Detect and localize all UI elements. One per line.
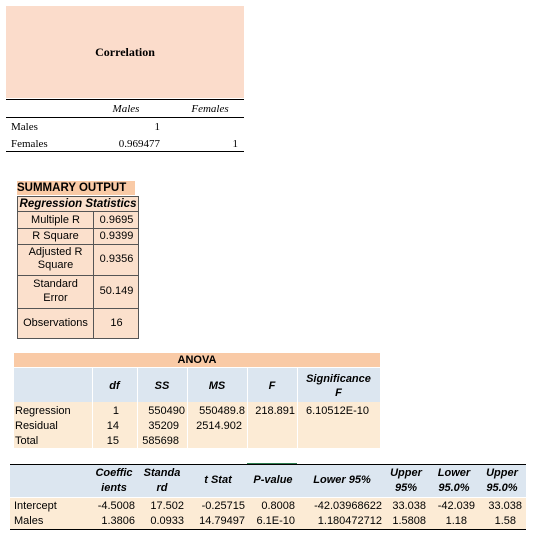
coef-row-males-label: Males: [14, 515, 44, 527]
anova-row-total-ss: 585698: [142, 435, 179, 447]
sum-rule-4: [18, 275, 138, 276]
coef-header-stderr-1: Standa: [143, 467, 181, 479]
corr-row-males-val1: 1: [154, 121, 160, 133]
coef-row-intercept-lower2: -42.039: [437, 500, 475, 512]
coef-header-upper95-1: Upper: [390, 467, 422, 479]
anova-row-total-label: Total: [15, 435, 39, 447]
sum-rule-2: [18, 228, 138, 229]
corr-row-females-val1: 0.969477: [118, 138, 160, 150]
standard-error-value: 50.149: [99, 285, 134, 297]
coef-row-intercept-upper2: 33.038: [488, 500, 522, 512]
coef-row-intercept-upper: 33.038: [392, 500, 426, 512]
anova-row-regression-ss: 550490: [148, 405, 185, 417]
r-square-label: R Square: [32, 230, 79, 242]
correlation-bottom-rule: [6, 151, 244, 152]
r-square-value: 0.9399: [99, 230, 134, 242]
corr-col-females: Females: [191, 103, 229, 115]
coef-row-males-upper: 1.5808: [392, 515, 426, 527]
coef-header-pvalue: P-value: [253, 474, 293, 486]
adjusted-r-value: 0.9356: [99, 253, 134, 265]
coef-header-upper95-2: 95%: [394, 482, 418, 494]
regression-statistics-table: [17, 196, 139, 339]
anova-row-regression-sig: 6.10512E-10: [306, 405, 369, 417]
anova-row-regression-df: 1: [112, 405, 119, 417]
sum-rule-3: [18, 244, 138, 245]
coef-row-intercept-lower: -42.03968622: [314, 500, 382, 512]
anova-header-f: F: [268, 380, 276, 392]
anova-row-residual-ss: 35209: [148, 420, 179, 432]
adjusted-r-label-line2: Square: [37, 259, 74, 271]
coef-header-lower950-2: 95.0%: [438, 482, 470, 494]
coef-row-intercept-label: Intercept: [14, 500, 57, 512]
coef-row-intercept-se: 17.502: [150, 500, 184, 512]
coef-header-tstat: t Stat: [204, 474, 232, 486]
coef-header-coefficients-1: Coeffic: [95, 467, 133, 479]
anova-header-significance: Significance: [306, 373, 371, 385]
correlation-title: Correlation: [95, 45, 155, 59]
standard-error-label-line1: Standard: [33, 278, 78, 290]
coef-row-males-coef: 1.3806: [101, 515, 135, 527]
corr-row-females-val2: 1: [232, 138, 238, 150]
corr-row-males-label: Males: [11, 121, 38, 133]
coef-header-upper950-2: 95.0%: [486, 482, 518, 494]
coef-header-upper950-1: Upper: [486, 467, 518, 479]
anova-row-regression-ms: 550489.8: [199, 405, 245, 417]
anova-header-df: df: [109, 380, 120, 392]
coef-top-rule: [10, 464, 526, 465]
summary-title: SUMMARY OUTPUT: [17, 181, 135, 195]
sum-rule-1: [18, 211, 138, 212]
anova-title: ANOVA: [14, 353, 380, 367]
coef-row-intercept-p: 0.8008: [261, 500, 295, 512]
corr-col-males: Males: [112, 103, 140, 115]
coef-row-intercept-t: -0.25715: [201, 500, 245, 512]
coef-bottom-rule: [10, 529, 526, 530]
anova-header-significance-f: F: [335, 387, 342, 399]
coef-row-males-lower: 1.180472712: [317, 515, 382, 527]
anova-row-residual-df: 14: [106, 420, 119, 432]
sum-rule-5: [18, 308, 138, 309]
anova-row-residual-label: Residual: [15, 420, 58, 432]
corr-row-females-label: Females: [11, 138, 48, 150]
coef-header-stderr-2: rd: [156, 482, 168, 494]
multiple-r-label: Multiple R: [31, 214, 80, 226]
anova-header-ms: MS: [208, 380, 226, 392]
anova-row-total-df: 15: [106, 435, 119, 447]
standard-error-label-line2: Error: [43, 292, 68, 304]
adjusted-r-label-line1: Adjusted R: [28, 246, 83, 258]
anova-header-ss: SS: [154, 380, 170, 392]
coef-header-lower95: Lower 95%: [313, 474, 371, 486]
anova-row-residual-ms: 2514.902: [196, 420, 242, 432]
regression-statistics-header: Regression Statistics: [19, 198, 137, 210]
correlation-header-rule: [6, 117, 244, 118]
anova-row-regression-label: Regression: [15, 405, 71, 417]
coef-row-males-lower2: 1.18: [445, 515, 467, 527]
observations-value: 16: [110, 317, 123, 329]
coef-row-intercept-coef: -4.5008: [97, 500, 135, 512]
coef-row-males-se: 0.0933: [150, 515, 184, 527]
coef-header-lower950-1: Lower: [437, 467, 471, 479]
coef-row-males-p: 6.1E-10: [256, 515, 295, 527]
coef-header-coefficients-2: ients: [101, 482, 127, 494]
observations-label: Observations: [23, 317, 88, 329]
coef-row-males-upper2: 1.58: [494, 515, 516, 527]
multiple-r-value: 0.9695: [99, 214, 134, 226]
correlation-top-rule: [6, 99, 244, 100]
anova-row-regression-f: 218.891: [255, 405, 295, 417]
coef-row-males-t: 14.79497: [199, 515, 245, 527]
